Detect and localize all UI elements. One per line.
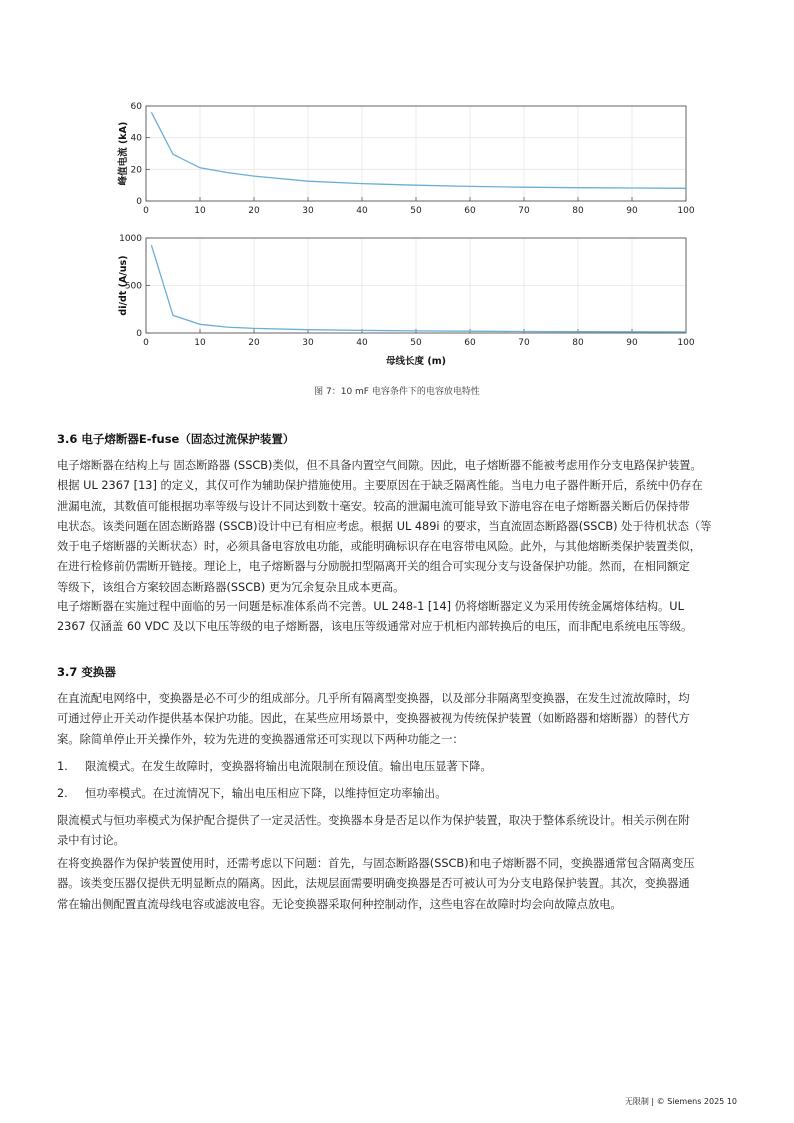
section-3-7-paragraph-1 [57, 689, 740, 750]
figure-caption: 图 7：10 mF 电容条件下的电容放电特性 [314, 387, 480, 397]
list-text: 限流模式。在发生故障时，变换器将输出电流限制在预设值。输出电压显著下降。 [85, 760, 492, 773]
text-line: 根据 UL 2367 [13] 的定义，其仅可作为辅助保护措施使用。主要原因在于缺乏隔离性能。当电力电子器件断开后，系统中仍存在 [57, 479, 703, 493]
text-line: 电状态。该类问题在固态断路器 (SSCB)设计中已有相应考虑。根据 UL 489i 的要求，当直流固态断路器(SSCB) 处于待机状态（等 [57, 519, 712, 533]
section-3-6-paragraph-2 [57, 597, 740, 638]
y-tick-label: 500 [124, 281, 142, 292]
text-line: 限流模式与恒功率模式为保护配合提供了一定灵活性。变换器本身是否足以作为保护装置，取决于整体系统设计。相关示例在附 [57, 814, 690, 827]
text-line: 可通过停止开关动作提供基本保护功能。因此，在某些应用场景中，变换器被视为传统保护装置（如断路器和熔断器）的替代方 [57, 712, 690, 726]
x-tick-label: 70 [518, 338, 530, 348]
y-axis-label: di/dt (A/us) [118, 255, 129, 316]
x-tick-label: 80 [572, 338, 584, 348]
section-3-7-paragraph-2 [57, 811, 740, 852]
x-tick-label: 50 [410, 338, 422, 348]
section-3-6-heading: 3.6 电子熔断器E-fuse（固态过流保护装置） [57, 432, 295, 446]
x-tick-label: 50 [410, 206, 422, 216]
page-footer: 无限制 | © Siemens 2025 10 [624, 1097, 737, 1106]
x-tick-label: 30 [302, 338, 314, 348]
x-tick-label: 100 [677, 206, 695, 216]
text-line: 效于电子熔断器的关断状态）时，必须具备电容放电功能，或能明确标识存在电容带电风险。此外，与其他熔断类保护装置类似， [57, 540, 701, 554]
y-tick-label: 40 [130, 133, 142, 144]
list-text: 恒功率模式。在过流情况下，输出电压相应下降，以维持恒定功率输出。 [85, 787, 447, 800]
x-tick-label: 60 [464, 206, 476, 216]
list-number: 2. [57, 787, 68, 800]
x-tick-label: 70 [518, 206, 530, 216]
x-tick-label: 90 [626, 206, 638, 216]
section-3-7-heading: 3.7 变换器 [57, 665, 116, 679]
x-tick-label: 90 [626, 338, 638, 348]
y-tick-label: 0 [136, 329, 142, 339]
text-line: 2367 仅涵盖 60 VDC 及以下电压等级的电子熔断器，该电压等级通常对应于机柜内部转换后的电压，而非配电系统电压等级。 [57, 620, 693, 634]
y-tick-label: 0 [136, 197, 142, 207]
text-line: 等级下，该组合方案较固态断路器(SSCB) 更为冗余复杂且成本更高。 [57, 580, 405, 594]
text-line: 录中有讨论。 [57, 834, 125, 848]
x-tick-label: 60 [464, 338, 476, 348]
x-tick-label: 0 [143, 338, 149, 348]
list-number: 1. [57, 760, 68, 773]
text-line: 常在输出侧配置直流母线电容或滤波电容。无论变换器采取何种控制动作，这些电容在故障时均会向故障点放电。 [57, 897, 622, 911]
y-axis-label: 峰值电流 (kA) [118, 121, 129, 186]
section-3-7-paragraph-3 [57, 854, 740, 915]
text-line: 在进行检修前仍需断开链接。理论上，电子熔断器与分励脱扣型隔离开关的组合可实现分支与设备保护功能。然而，在相同额定 [57, 560, 690, 574]
y-tick-label: 60 [130, 102, 142, 112]
text-line: 案。除简单停止开关操作外，较为先进的变换器通常还可实现以下两种功能之一： [57, 732, 464, 746]
y-tick-label: 20 [130, 165, 142, 176]
x-tick-label: 30 [302, 206, 314, 216]
x-tick-label: 10 [194, 206, 206, 216]
text-line: 电子熔断器在实施过程中面临的另一问题是标准体系尚不完善。UL 248-1 [14] 仍将熔断器定义为采用传统金属熔体结构。UL [57, 600, 684, 613]
y-tick-label: 1000 [119, 234, 142, 244]
x-tick-label: 40 [356, 338, 368, 348]
x-tick-label: 80 [572, 206, 584, 216]
list-item [57, 757, 492, 777]
x-axis-label: 母线长度 (m) [386, 356, 446, 367]
text-line: 在将变换器作为保护装置使用时，还需考虑以下问题：首先，与固态断路器(SSCB)和电子熔断器不同，变换器通常包含隔离变压 [57, 857, 695, 870]
section-3-6-paragraph-1 [57, 456, 740, 598]
text-line: 在直流配电网络中，变换器是必不可少的组成部分。几乎所有隔离型变换器，以及部分非隔离型变换器，在发生过流故障时，均 [57, 692, 690, 705]
x-tick-label: 20 [248, 206, 260, 216]
x-tick-label: 20 [248, 338, 260, 348]
x-tick-label: 100 [677, 338, 695, 348]
x-tick-label: 0 [143, 206, 149, 216]
text-line: 泄漏电流，其数值可能根据功率等级与设计不同达到数十毫安。较高的泄漏电流可能导致下游电容在电子熔断器关断后仍保持带 [57, 499, 690, 513]
capacitor-discharge-figure [0, 0, 794, 380]
list-item [57, 784, 447, 804]
x-tick-label: 40 [356, 206, 368, 216]
text-line: 器。该类变压器仅提供无明显断点的隔离。因此，法规层面需要明确变换器是否可被认可为分支电路保护装置。其次，变换器通 [57, 877, 690, 891]
x-tick-label: 10 [194, 338, 206, 348]
text-line: 电子熔断器在结构上与 固态断路器 (SSCB)类似，但不具备内置空气间隙。因此，电子熔断器不能被考虑用作分支电路保护装置。 [57, 459, 702, 472]
